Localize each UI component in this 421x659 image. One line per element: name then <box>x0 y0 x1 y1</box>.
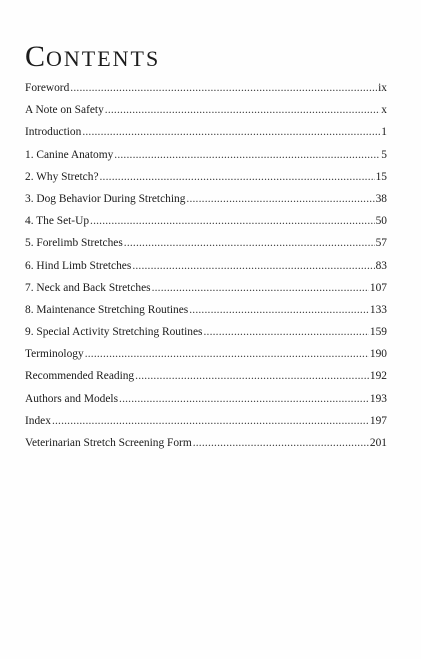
dot-leader <box>114 148 380 162</box>
toc-entry-page: 159 <box>369 326 387 339</box>
dot-leader <box>186 192 374 206</box>
dot-leader <box>105 103 381 117</box>
dot-leader <box>100 170 375 184</box>
title-rest: ONTENTS <box>46 46 161 71</box>
toc-entry-label: 5. Forelimb Stretches <box>25 237 123 250</box>
dot-leader <box>52 414 369 428</box>
toc-entry <box>25 414 387 436</box>
toc-entry <box>25 125 387 147</box>
page-title <box>25 40 160 74</box>
dot-leader <box>82 125 380 139</box>
toc-entry-label: Recommended Reading <box>25 370 135 383</box>
toc-entry-label: Index <box>25 414 51 427</box>
toc-entry-label: 6. Hind Limb Stretches <box>25 259 132 272</box>
toc-entry-page: 201 <box>369 437 387 449</box>
title-initial: C <box>25 40 47 73</box>
toc-entry-label: 9. Special Activity Stretching Routines <box>25 326 203 339</box>
toc-entry-page: 83 <box>375 259 387 272</box>
toc-entry <box>25 236 387 258</box>
dot-leader <box>124 236 375 250</box>
dot-leader <box>135 369 369 383</box>
toc-entry <box>25 303 387 325</box>
dot-leader <box>132 259 374 273</box>
toc-entry <box>25 259 387 281</box>
toc-entry-label: Terminology <box>25 348 84 361</box>
dot-leader <box>70 81 377 95</box>
toc-entry-page: 133 <box>369 303 387 316</box>
toc-entry-page: ix <box>378 82 387 94</box>
toc-entry-page: 5 <box>381 148 387 161</box>
toc-entry <box>25 281 387 303</box>
toc-entry <box>25 81 387 103</box>
toc-entry-page: 50 <box>375 215 387 228</box>
toc-entry-label: A Note on Safety <box>25 104 104 117</box>
toc-entry-label: 1. Canine Anatomy <box>25 148 114 161</box>
toc-entry-page: 197 <box>369 414 387 427</box>
dot-leader <box>119 392 369 406</box>
toc-entry <box>25 436 387 458</box>
dot-leader <box>203 325 368 339</box>
toc-entry-page: 38 <box>375 192 387 205</box>
toc-entry <box>25 192 387 214</box>
toc-entry-page: 192 <box>369 370 387 383</box>
toc-entry-label: Foreword <box>25 82 70 94</box>
dot-leader <box>193 436 369 450</box>
toc-entry-label: 3. Dog Behavior During Stretching <box>25 192 186 205</box>
toc-entry-page: 190 <box>369 348 387 361</box>
toc-entry <box>25 392 387 414</box>
toc-entry-label: 8. Maintenance Stretching Routines <box>25 303 189 316</box>
toc-entry-label: 7. Neck and Back Stretches <box>25 281 151 294</box>
dot-leader <box>189 303 369 317</box>
toc-entry-page: 57 <box>375 237 387 250</box>
dot-leader <box>152 281 369 295</box>
table-of-contents <box>25 81 387 458</box>
toc-entry <box>25 347 387 369</box>
toc-entry <box>25 170 387 192</box>
toc-entry <box>25 103 387 125</box>
dot-leader <box>90 214 375 228</box>
toc-entry-page: 193 <box>369 392 387 405</box>
toc-entry-label: Introduction <box>25 126 82 139</box>
toc-entry <box>25 148 387 170</box>
toc-entry <box>25 369 387 391</box>
toc-entry-page: x <box>381 104 387 117</box>
toc-entry-label: Veterinarian Stretch Screening Form <box>25 437 192 449</box>
toc-entry <box>25 325 387 347</box>
toc-entry-page: 1 <box>381 126 387 139</box>
toc-entry-page: 15 <box>375 170 387 183</box>
toc-entry <box>25 214 387 236</box>
toc-entry-page: 107 <box>369 281 387 294</box>
toc-entry-label: 4. The Set-Up <box>25 215 90 228</box>
toc-entry-label: Authors and Models <box>25 392 119 405</box>
dot-leader <box>85 347 369 361</box>
toc-entry-label: 2. Why Stretch? <box>25 170 99 183</box>
